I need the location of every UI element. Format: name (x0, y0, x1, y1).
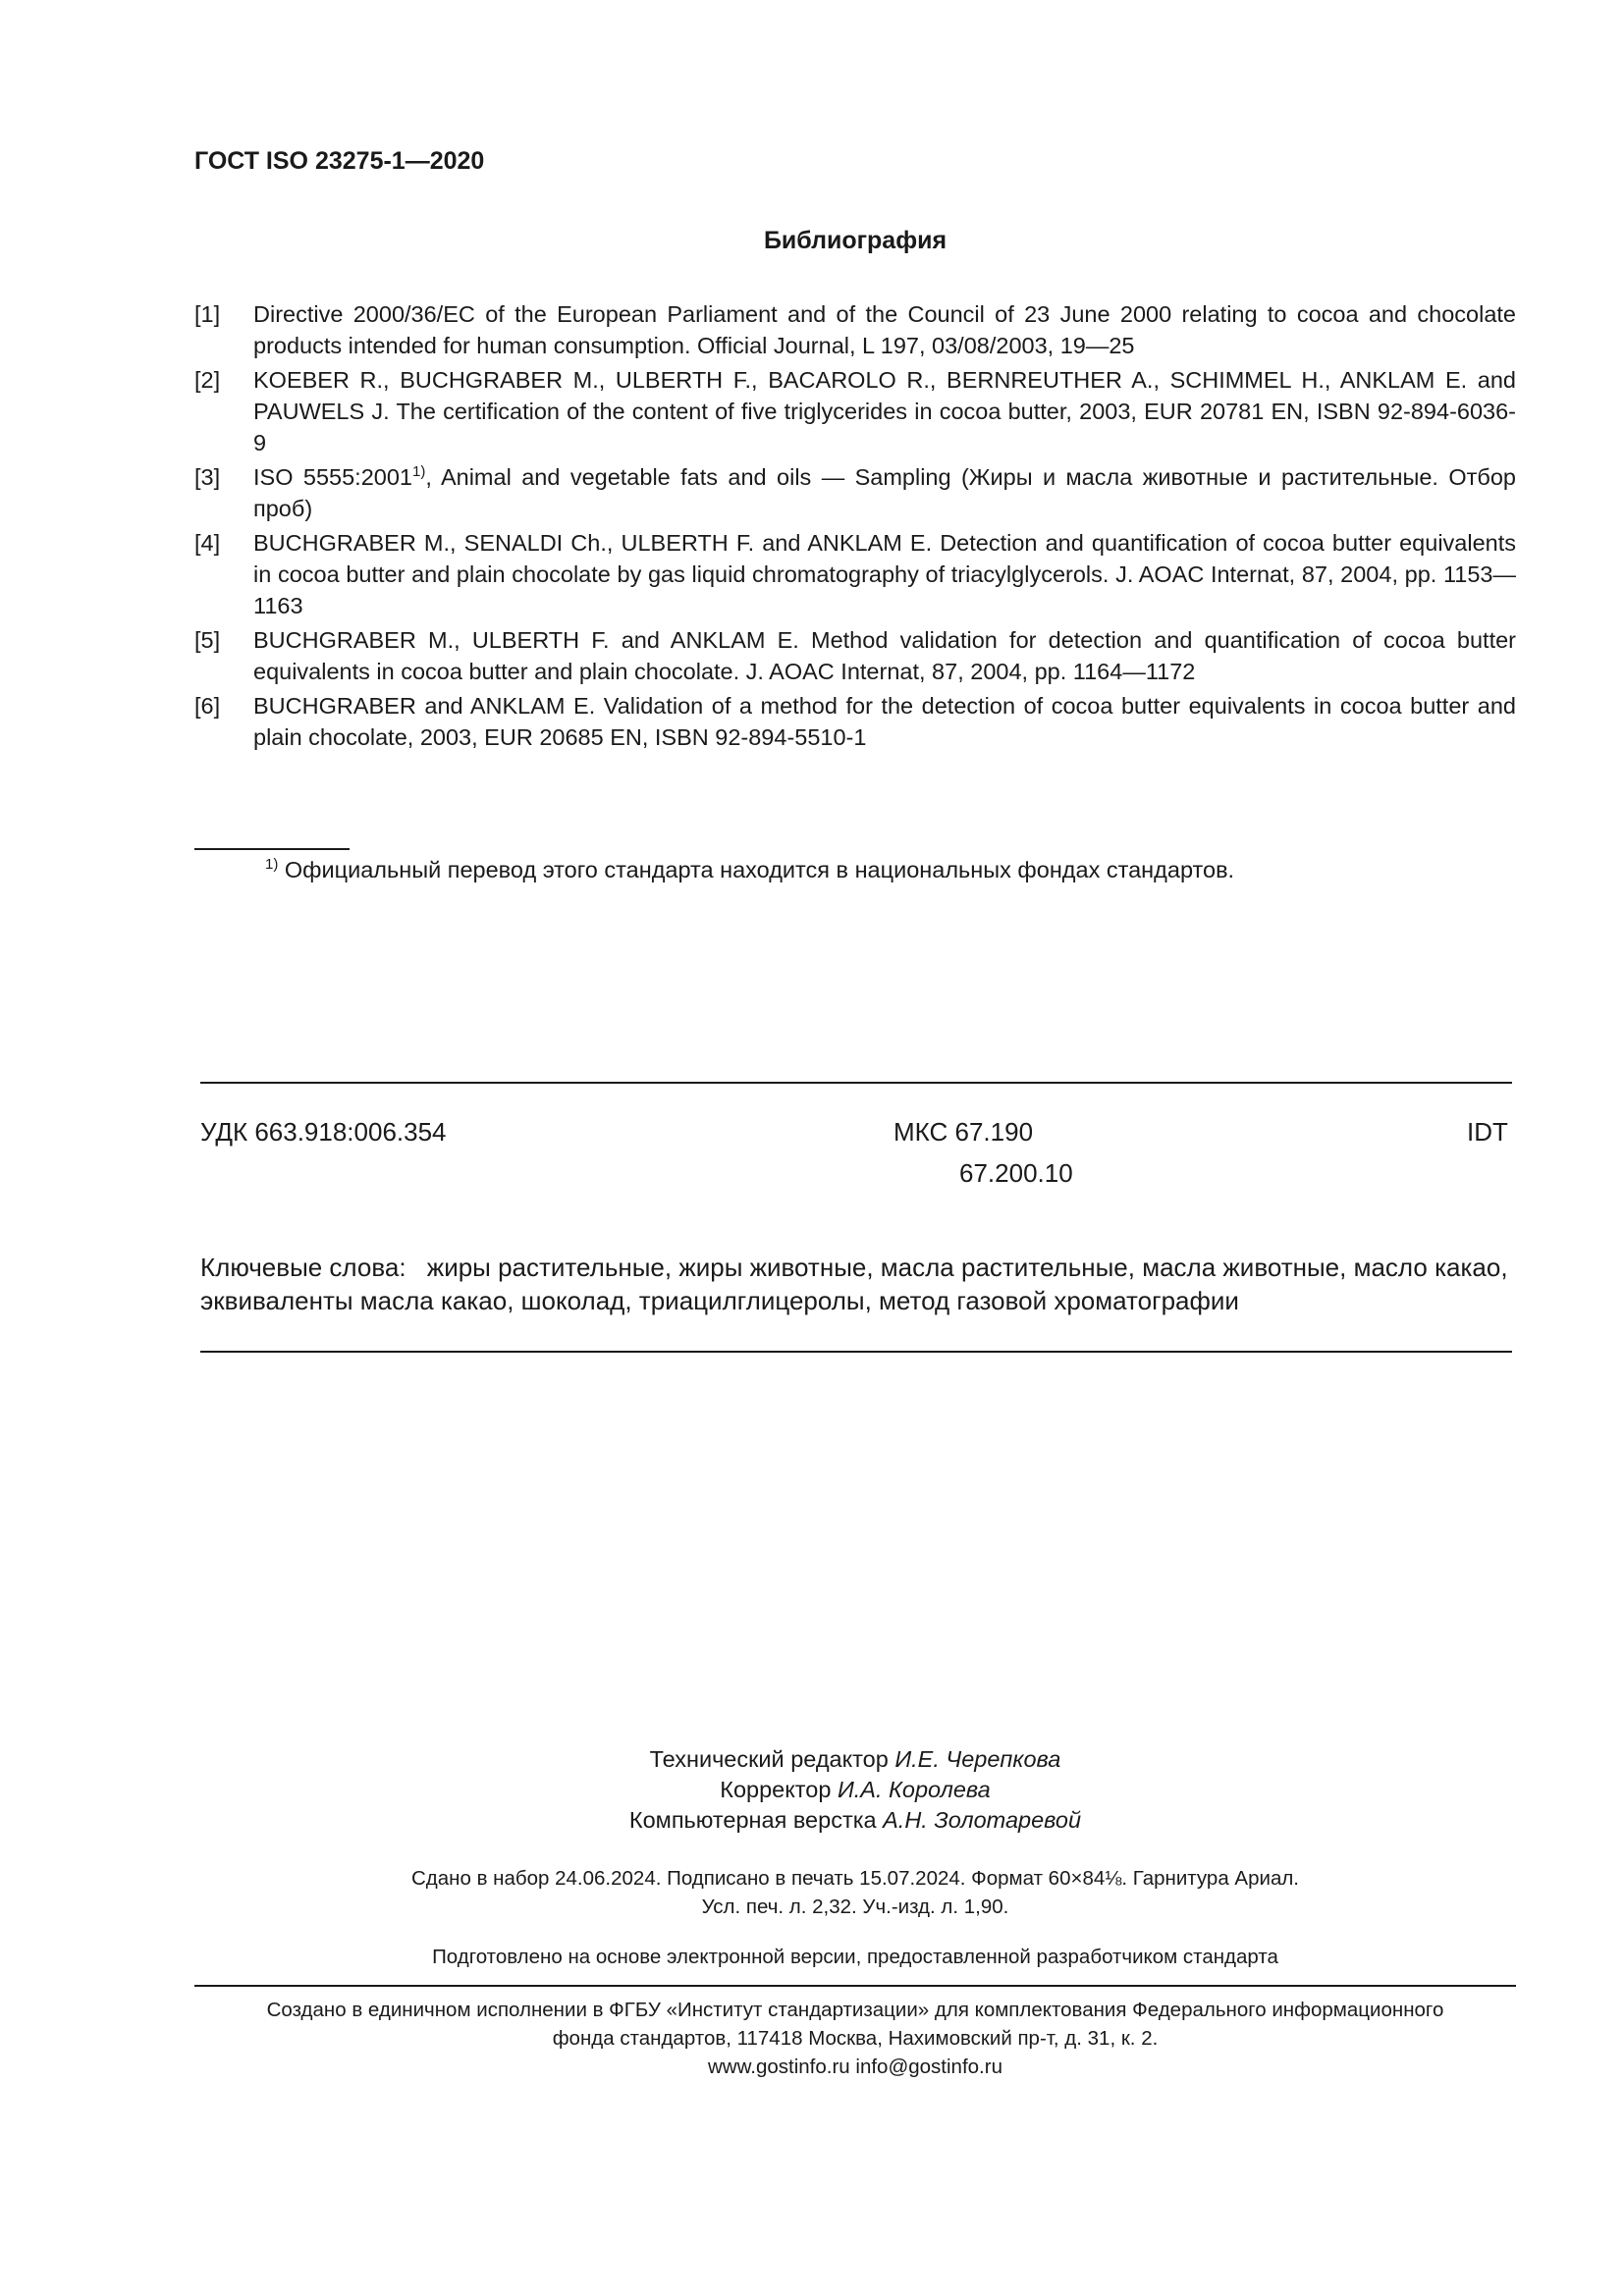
classification-top-rule (200, 1082, 1512, 1084)
bibliography-list (194, 298, 1516, 756)
idt-label: IDT (1467, 1117, 1508, 1147)
keywords-label: Ключевые слова: (200, 1253, 406, 1282)
standard-code: ГОСТ ISO 23275-1—2020 (194, 147, 485, 175)
bibliography-item (194, 461, 1516, 524)
prepared-note: Подготовлено на основе электронной версии, предоставленной разработчиком стандарта (432, 1946, 1278, 1968)
created-line: Создано в единичном исполнении в ФГБУ «Институт стандартизации» для комплектования Федерального информационного (266, 1999, 1444, 2021)
bibliography-item (194, 298, 1516, 361)
publication-line: Усл. печ. л. 2,32. Уч.-изд. л. 1,90. (701, 1896, 1009, 1918)
tech-editor-line (0, 1744, 1624, 1775)
bibliography-item-text-end: , Animal and vegetable fats and oils — Sampling (Жиры и масла животные и растительные. Отбор проб) (253, 464, 1516, 521)
layout-role: Компьютерная верстка (628, 1807, 877, 1833)
keywords-bottom-rule (200, 1351, 1512, 1353)
footnote-divider (194, 848, 350, 850)
layout-name: А.Н. Золотаревой (883, 1807, 1082, 1833)
bibliography-item-number: [5] (194, 627, 221, 653)
bibliography-item-number: [4] (194, 530, 221, 556)
credits-block (0, 1744, 1624, 1836)
corrector-role: Корректор (720, 1777, 832, 1802)
footnote (265, 854, 1234, 885)
bibliography-item-number: [1] (194, 301, 221, 327)
udc-code: УДК 663.918:006.354 (200, 1117, 447, 1147)
imprint-rule (194, 1985, 1516, 1987)
tech-editor-role: Технический редактор (649, 1746, 889, 1772)
corrector-name: И.А. Королева (837, 1777, 991, 1802)
bibliography-item (194, 527, 1516, 621)
footnote-mark: 1) (265, 856, 279, 873)
corrector-line (0, 1775, 1624, 1805)
created-line: фонда стандартов, 117418 Москва, Нахимовский пр-т, д. 31, к. 2. (552, 2027, 1159, 2050)
bibliography-item-text-start: ISO 5555:2001 (253, 464, 412, 490)
keywords-text: жиры растительные, жиры животные, масла растительные, масла животные, масло какао, эквиваленты масла какао, шоколад, триацилглицеролы, метод газовой хроматографии (200, 1253, 1508, 1315)
bibliography-item (194, 690, 1516, 753)
created-note (0, 1996, 1624, 2081)
publication-details (0, 1864, 1624, 1921)
bibliography-title: Библиография (763, 227, 947, 254)
tech-editor-name: И.Е. Черепкова (894, 1746, 1061, 1772)
publication-line: Сдано в набор 24.06.2024. Подписано в печать 15.07.2024. Формат 60×84⅛. Гарнитура Ариал. (410, 1867, 1299, 1890)
bibliography-item-text: BUCHGRABER and ANKLAM E. Validation of a method for the detection of cocoa butter equivalents in cocoa butter and plain chocolate, 2003, EUR 20685 EN, ISBN 92-894-5510-1 (253, 693, 1516, 750)
layout-line (0, 1805, 1624, 1836)
bibliography-item (194, 624, 1516, 687)
bibliography-item-text: Directive 2000/36/EC of the European Parliament and of the Council of 23 June 2000 relating to cocoa and chocolate products intended for human consumption. Official Journal, L 197, 03/08/2003, 19—25 (253, 301, 1516, 358)
bibliography-item-text: BUCHGRABER M., SENALDI Ch., ULBERTH F. and ANKLAM E. Detection and quantification of cocoa butter equivalents in cocoa butter and plain chocolate by gas liquid chromatography of triacylglycerols. J. AOAC Internat, 87, 2004, pp. 1153—1163 (253, 530, 1516, 618)
bibliography-item-text: KOEBER R., BUCHGRABER M., ULBERTH F., BACAROLO R., BERNREUTHER A., SCHIMMEL H., ANKLAM E. and PAUWELS J. The certification of the content of five triglycerides in cocoa butter, 2003, EUR 20781 EN, ISBN 92-894-6036-9 (253, 367, 1516, 455)
keywords-block (200, 1251, 1512, 1317)
bibliography-item-number: [2] (194, 367, 221, 393)
footnote-text: Официальный перевод этого стандарта находится в национальных фондах стандартов. (284, 857, 1235, 882)
bibliography-item-number: [3] (194, 464, 221, 490)
mks-code-primary: МКС 67.190 (893, 1117, 1034, 1147)
bibliography-item-number: [6] (194, 693, 221, 719)
mks-code-secondary: 67.200.10 (959, 1158, 1073, 1188)
bibliography-item-text (253, 461, 1516, 524)
bibliography-item (194, 364, 1516, 458)
contact-line: www.gostinfo.ru info@gostinfo.ru (708, 2056, 1002, 2078)
footnote-reference: 1) (411, 463, 426, 480)
bibliography-item-text: BUCHGRABER M., ULBERTH F. and ANKLAM E. Method validation for detection and quantification of cocoa butter equivalents in cocoa butter and plain chocolate. J. AOAC Internat, 87, 2004, pp. 1164—1172 (253, 627, 1516, 684)
